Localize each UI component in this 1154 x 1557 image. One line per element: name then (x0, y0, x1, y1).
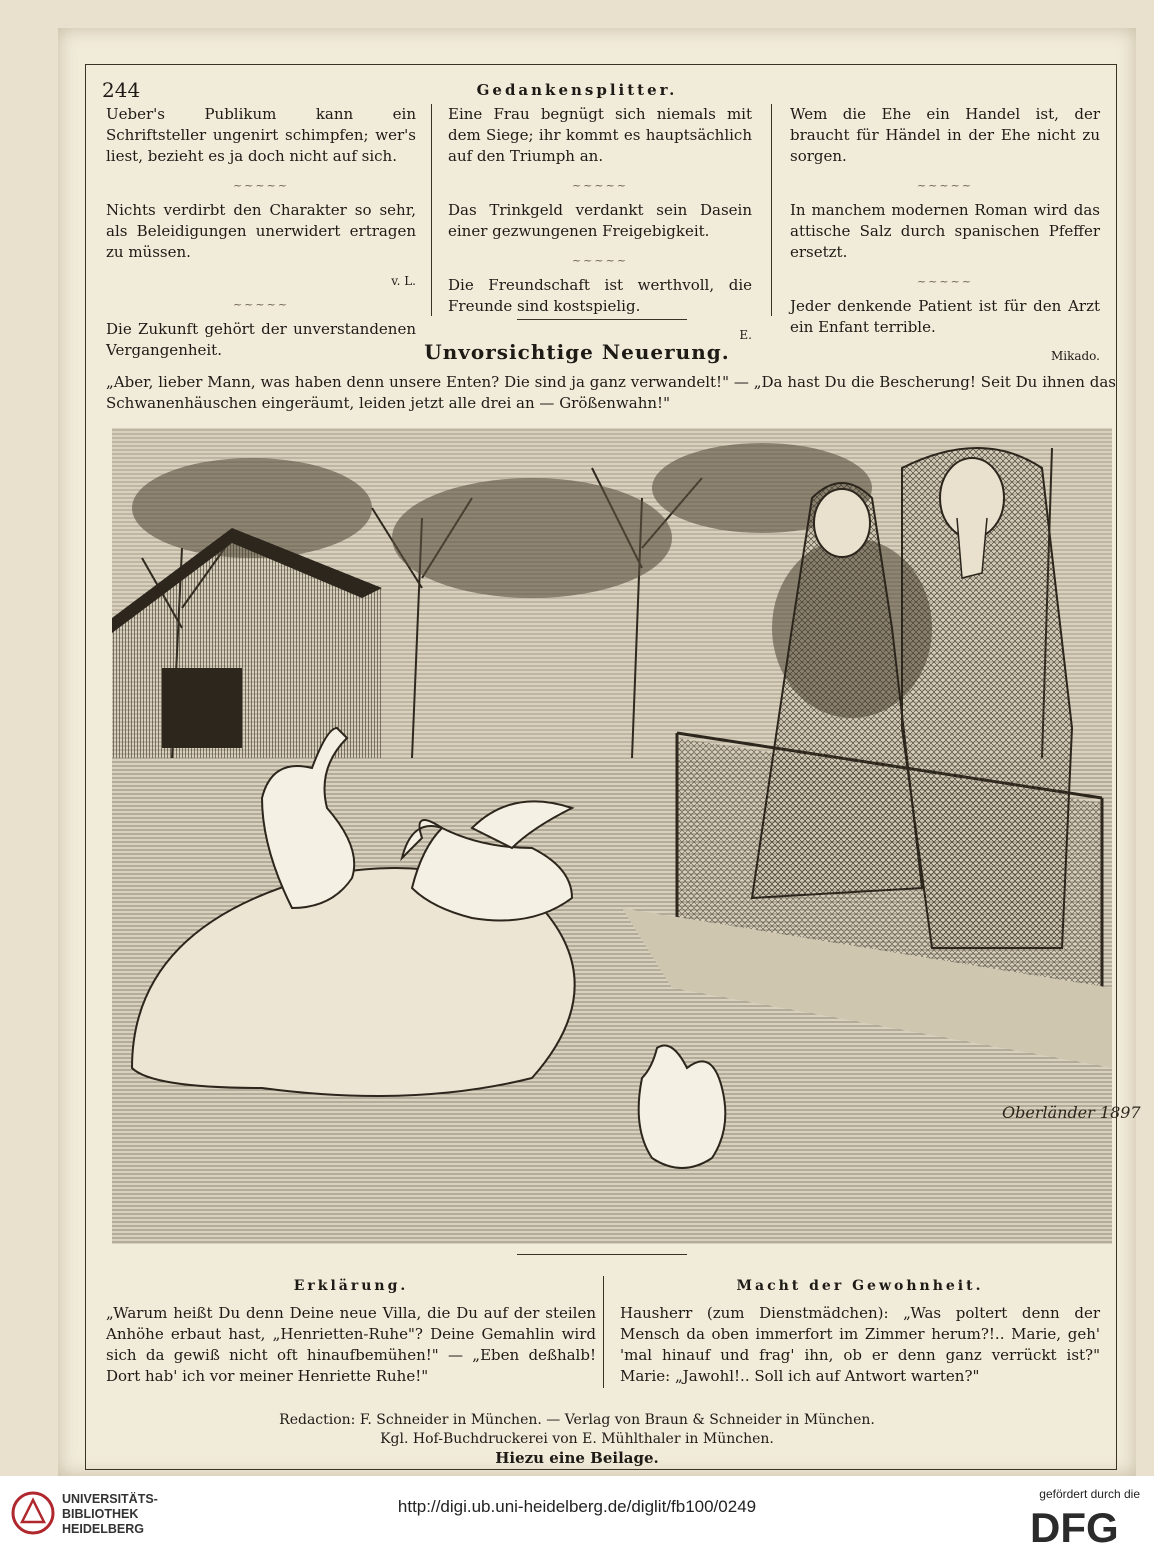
svg-text:DFG: DFG (1030, 1504, 1119, 1551)
aphorism: In manchem modernen Roman wird das attische Salz durch spanischen Pfeffer ersetzt. (790, 201, 1100, 261)
section-rule (517, 319, 687, 320)
aphorism-column-3 (790, 104, 1100, 367)
imprint-line: Kgl. Hof-Buchdruckerei von E. Mühlthaler in München. (380, 1431, 774, 1447)
dfg-logo-icon[interactable] (1030, 1504, 1140, 1551)
funding-caption: gefördert durch die (1039, 1487, 1140, 1501)
supplement-note: Hiezu eine Beilage. (495, 1449, 659, 1467)
cartoon-title: Unvorsichtige Neuerung. (424, 340, 730, 364)
aphorism-signature: E. (739, 328, 752, 342)
anecdote-left (106, 1276, 596, 1387)
aphorism: Jeder denkende Patient ist für den Arzt ein Enfant terrible. (790, 297, 1100, 336)
separator-squiggle: ~~~~~ (232, 298, 290, 311)
anecdote-title: Erklärung. (293, 1278, 409, 1294)
section-rule (517, 1254, 687, 1255)
aphorism-column-1 (106, 104, 416, 369)
aphorism: Die Freundschaft ist werthvoll, die Freunde sind kostspielig. (448, 276, 752, 315)
library-name[interactable]: UNIVERSITÄTS- BIBLIOTHEK HEIDELBERG (62, 1492, 158, 1536)
column-rule (771, 104, 772, 316)
page-number: 244 (102, 78, 141, 102)
cartoon-caption: „Aber, lieber Mann, was haben denn unsere Enten? Die sind ja ganz verwandelt!" — „Da hast Du die Bescherung! Seit Du ihnen das Schwanenhäuschen eingeräumt, leiden jetzt alle drei an — Größenwahn!" (106, 373, 1116, 412)
aphorism: Eine Frau begnügt sich niemals mit dem Siege; ihr kommt es hauptsächlich auf den Triumph an. (448, 105, 752, 165)
anecdote-text: Hausherr (zum Dienstmädchen): „Was poltert denn der Mensch da oben immerfort im Zimmer herum?!.. Marie, geh' 'mal hinauf und frag' ihn, ob er denn ganz verrückt ist?" Marie: „Jawohl!.. Soll ich auf Antwort warten?" (620, 1304, 1100, 1385)
imprint-line: Redaction: F. Schneider in München. — Verlag von Braun & Schneider in München. (279, 1412, 875, 1428)
aphorism: Wem die Ehe ein Handel ist, der braucht für Händel in der Ehe nicht zu sorgen. (790, 105, 1100, 165)
aphorism: Ueber's Publikum kann ein Schriftsteller ungenirt schimpfen; wer's liest, bezieht es ja doch nicht auf sich. (106, 105, 416, 165)
separator-squiggle: ~~~~~ (916, 179, 974, 192)
aphorism-column-2 (448, 104, 752, 346)
aphorism: Das Trinkgeld verdankt sein Dasein einer gezwungenen Freigebigkeit. (448, 201, 752, 240)
anecdote-right (620, 1276, 1100, 1387)
permalink-url[interactable]: http://digi.ub.uni-heidelberg.de/diglit/fb100/0249 (397, 1497, 757, 1516)
anecdote-title: Macht der Gewohnheit. (736, 1278, 984, 1294)
column-rule (431, 104, 432, 316)
aphorism-signature: v. L. (391, 274, 416, 288)
separator-squiggle: ~~~~~ (571, 254, 629, 267)
aphorism-signature: Mikado. (1050, 349, 1100, 363)
separator-squiggle: ~~~~~ (571, 179, 629, 192)
aphorism: Nichts verdirbt den Charakter so sehr, als Beleidigungen unerwidert ertragen zu müssen. (106, 201, 416, 261)
artist-signature: Oberländer 1897 (1002, 1103, 1141, 1122)
separator-squiggle: ~~~~~ (232, 179, 290, 192)
anecdote-text: „Warum heißt Du denn Deine neue Villa, die Du auf der steilen Anhöhe erbaut hast, „Henrietten-Ruhe"? Deine Gemahlin wird sich da gewiß nicht oft hinaufbemühen!" — „Eben deßhalb! Dort hab' ich vor meiner Henriette Ruhe!" (106, 1304, 596, 1385)
section-title: Gedankensplitter. (476, 81, 678, 99)
imprint (0, 1411, 1154, 1468)
separator-squiggle: ~~~~~ (916, 275, 974, 288)
cartoon-illustration (112, 428, 1141, 1244)
aphorism: Die Zukunft gehört der unverstandenen Vergangenheit. (106, 320, 416, 359)
column-rule (603, 1276, 604, 1388)
